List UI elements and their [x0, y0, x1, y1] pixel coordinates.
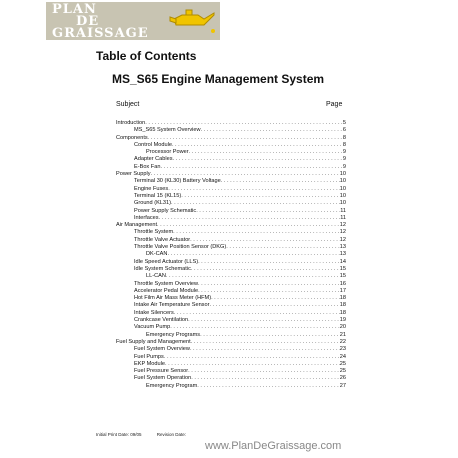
toc-leader-dots: [188, 368, 340, 375]
toc-entry-title: Processor Power: [146, 149, 189, 156]
toc-entry-page: 26: [339, 375, 346, 382]
toc-entry: [116, 324, 346, 331]
toc-entry-page: 14: [339, 258, 346, 265]
toc-leader-dots: [151, 171, 340, 178]
toc-entry-page: 12: [339, 236, 346, 243]
toc-entry-title: Throttle Valve Actuator: [134, 236, 191, 243]
toc-entry: [116, 368, 346, 375]
toc-entry-page: 8: [342, 141, 346, 148]
toc-entry: [116, 171, 346, 178]
toc-entry-title: Fuel System Operation: [134, 375, 192, 382]
toc-entry-page: 15: [339, 273, 346, 280]
watermark-url: www.PlanDeGraissage.com: [205, 440, 342, 452]
toc-entry-title: Throttle System Overview: [134, 280, 199, 287]
toc-entry: [116, 178, 346, 185]
toc-entry: [116, 164, 346, 171]
toc-leader-dots: [145, 120, 343, 127]
toc-entry: [116, 281, 346, 288]
toc-entry: [116, 295, 346, 302]
toc-entry-title: Interfaces: [134, 214, 159, 221]
toc-entry-page: 19: [339, 317, 346, 324]
toc-entry-title: Control Module: [134, 141, 172, 148]
toc-leader-dots: [191, 375, 340, 382]
toc-entry: [116, 244, 346, 251]
toc-entry-page: 12: [339, 222, 346, 229]
footer: [96, 432, 200, 437]
page-title: Table of Contents: [96, 49, 197, 63]
toc-entry: [116, 259, 346, 266]
toc-entry: [116, 251, 346, 258]
toc-entry-page: 10: [339, 200, 346, 207]
toc-entry: [116, 127, 346, 134]
toc-entry-title: Ground (KL31): [134, 200, 172, 207]
toc-entry-title: LL-CAN: [146, 273, 166, 280]
toc-leader-dots: [188, 317, 340, 324]
toc-leader-dots: [226, 244, 340, 251]
revision-date: Revision Date:: [156, 432, 187, 437]
toc-entry-page: 16: [339, 280, 346, 287]
toc-leader-dots: [167, 251, 339, 258]
toc-entry-title: Throttle System: [134, 229, 174, 236]
toc-leader-dots: [191, 266, 340, 273]
toc-entry-page: 10: [339, 192, 346, 199]
toc-leader-dots: [181, 193, 340, 200]
toc-leader-dots: [190, 346, 340, 353]
site-logo: [46, 2, 220, 40]
toc-entry: [116, 266, 346, 273]
toc-entry: [116, 354, 346, 361]
toc-entry-title: Intake Air Temperature Sensor: [134, 302, 210, 309]
toc-entry-page: 20: [339, 324, 346, 331]
toc-entry: [116, 215, 346, 222]
toc-entry: [116, 346, 346, 353]
toc-leader-dots: [173, 156, 343, 163]
toc-entry-page: 6: [342, 127, 346, 134]
toc-entry-page: 13: [339, 244, 346, 251]
toc-entry-title: Throttle Valve Position Sensor (DKG): [134, 244, 227, 251]
toc-entry: [116, 361, 346, 368]
toc-entry-page: 23: [339, 346, 346, 353]
toc-entry-page: 15: [339, 265, 346, 272]
toc-entry-title: Terminal 30 (KL30) Battery Voltage: [134, 178, 221, 185]
toc-entry-page: 18: [339, 302, 346, 309]
toc-entry-page: 5: [342, 120, 346, 126]
toc-entry-title: Hot Film Air Mass Meter (HFM): [134, 295, 212, 302]
system-title: MS_S65 Engine Management System: [112, 72, 325, 86]
toc-leader-dots: [159, 215, 341, 222]
toc-entry-page: 9: [342, 149, 346, 156]
toc-leader-dots: [189, 149, 343, 156]
page-column-header: Page: [326, 101, 343, 108]
toc-entry-title: Power Supply: [116, 171, 151, 178]
toc-entry-page: 9: [342, 163, 346, 170]
toc-entry: [116, 288, 346, 295]
toc-entry-title: Fuel Supply and Management: [116, 338, 191, 345]
toc-entry-title: Fuel System Overview: [134, 346, 190, 353]
toc-entry-title: E-Box Fan: [134, 163, 161, 170]
toc-entry-title: Vacuum Pump: [134, 324, 171, 331]
toc-entry-title: Fuel Pressure Sensor: [134, 368, 189, 375]
toc-entry-page: 10: [339, 178, 346, 185]
toc-entry-title: Engine Fuses: [134, 185, 169, 192]
toc-entry: [116, 208, 346, 215]
toc-entry-title: EKP Module: [134, 360, 165, 367]
toc-leader-dots: [173, 229, 340, 236]
toc-entry: [116, 302, 346, 309]
logo-line-2: DE: [76, 14, 100, 29]
initial-print-date: Initial Print Date: 09/05: [96, 432, 142, 437]
toc-entry: [116, 375, 346, 382]
toc-entry: [116, 317, 346, 324]
toc-entry-title: Intake Silencers: [134, 309, 174, 316]
toc-leader-dots: [211, 295, 340, 302]
toc-leader-dots: [157, 222, 340, 229]
oil-can-icon: [168, 5, 216, 37]
toc-leader-dots: [197, 383, 339, 390]
toc-leader-dots: [160, 164, 342, 171]
toc-entry-page: 25: [339, 368, 346, 375]
toc-leader-dots: [171, 200, 340, 207]
toc-entry: [116, 142, 346, 149]
toc-leader-dots: [170, 324, 339, 331]
toc-entry: [116, 135, 346, 142]
toc-entry: [116, 339, 346, 346]
toc-leader-dots: [172, 142, 343, 149]
toc-entry-title: DK-CAN: [146, 251, 168, 258]
toc-entry-page: 10: [339, 171, 346, 178]
toc-entry-page: 18: [339, 295, 346, 302]
toc-entry-page: 13: [339, 251, 346, 258]
toc-leader-dots: [190, 237, 340, 244]
toc-entry-title: Crankcase Ventilation: [134, 317, 189, 324]
toc-entry-page: 21: [339, 331, 346, 338]
toc-entry: [116, 200, 346, 207]
toc-leader-dots: [198, 288, 340, 295]
toc-entry-title: Adapter Cables: [134, 156, 173, 163]
toc-leader-dots: [201, 127, 343, 134]
toc-entry-title: Emergency Programs: [146, 331, 201, 338]
toc-entry: [116, 273, 346, 280]
toc-entry: [116, 383, 346, 390]
toc-leader-dots: [148, 135, 343, 142]
toc-entry: [116, 222, 346, 229]
toc-entry-title: Fuel Pumps: [134, 353, 164, 360]
toc-entry-page: 17: [339, 287, 346, 294]
toc-entry-page: 24: [339, 353, 346, 360]
toc-entry-page: 25: [339, 360, 346, 367]
toc-leader-dots: [198, 281, 340, 288]
toc-leader-dots: [209, 302, 339, 309]
toc-leader-dots: [221, 178, 340, 185]
toc-leader-dots: [174, 310, 340, 317]
toc-entry-title: Air Management: [116, 222, 158, 229]
toc-entry-page: 22: [339, 338, 346, 345]
toc-entry: [116, 332, 346, 339]
toc-entry-page: 10: [339, 185, 346, 192]
toc-entry: [116, 229, 346, 236]
toc-leader-dots: [164, 354, 340, 361]
toc-leader-dots: [198, 259, 340, 266]
table-of-contents: [116, 120, 346, 390]
toc-entry-page: 8: [342, 134, 346, 141]
toc-leader-dots: [165, 361, 340, 368]
toc-entry-page: 12: [339, 229, 346, 236]
toc-entry-title: MS_S65 System Overview: [134, 127, 201, 134]
toc-entry-page: 11: [340, 214, 346, 221]
toc-leader-dots: [168, 186, 340, 193]
toc-entry-title: Introduction: [116, 120, 146, 126]
toc-entry: [116, 193, 346, 200]
toc-entry-title: Idle System Schematic: [134, 265, 191, 272]
toc-leader-dots: [200, 332, 340, 339]
toc-entry-title: Accelerator Pedal Module: [134, 287, 199, 294]
toc-leader-dots: [166, 273, 340, 280]
toc-leader-dots: [196, 208, 340, 215]
toc-entry-title: Idle Speed Actuator (LLS): [134, 258, 199, 265]
toc-entry: [116, 156, 346, 163]
toc-entry-page: 18: [339, 309, 346, 316]
toc-entry: [116, 149, 346, 156]
toc-entry: [116, 237, 346, 244]
toc-entry: [116, 120, 346, 127]
toc-entry: [116, 186, 346, 193]
toc-entry-page: 11: [340, 207, 346, 214]
toc-entry-page: 9: [342, 156, 346, 163]
toc-entry: [116, 310, 346, 317]
toc-entry-title: Power Supply Schematic: [134, 207, 197, 214]
toc-entry-title: Components: [116, 134, 148, 141]
subject-column-header: Subject: [116, 101, 140, 108]
logo-line-1: PLAN: [52, 2, 97, 17]
toc-entry-title: Emergency Program: [146, 382, 198, 389]
logo-line-3: GRAISSAGE: [52, 26, 149, 40]
toc-leader-dots: [191, 339, 340, 346]
toc-entry-page: 27: [339, 382, 346, 389]
toc-entry-title: Terminal 15 (KL15): [134, 192, 182, 199]
